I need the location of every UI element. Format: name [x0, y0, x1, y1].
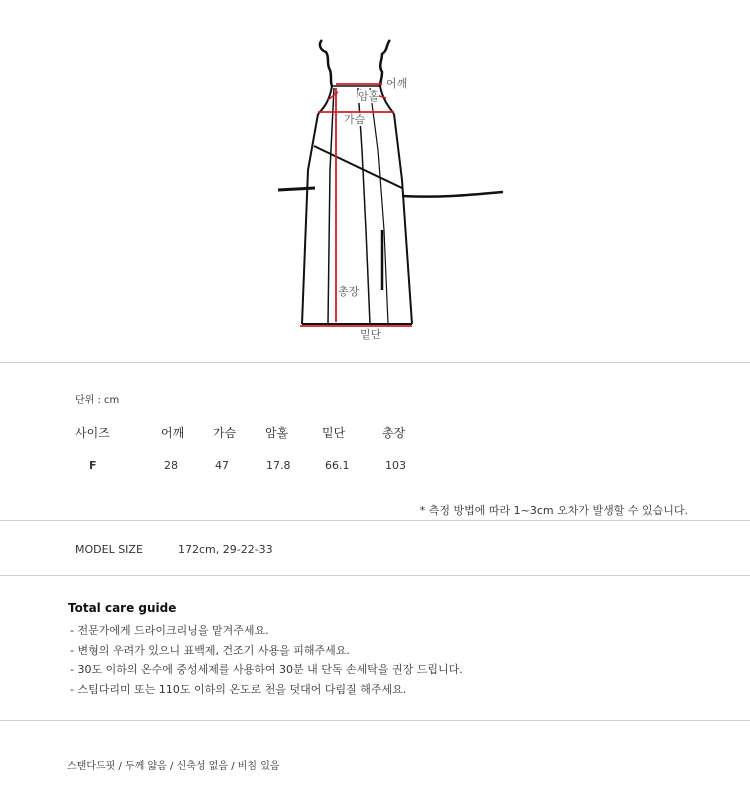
care-guide-list: [70, 621, 463, 699]
divider: [0, 575, 750, 576]
divider: [0, 520, 750, 521]
fit-attributes: 스탠다드핏 / 두께 얇음 / 신축성 없음 / 비침 있음: [67, 761, 280, 772]
model-size-value: 172cm, 29-22-33: [178, 543, 273, 556]
left-strap: [320, 40, 332, 86]
header-chest: 가슴: [213, 426, 237, 440]
cell-chest: 47: [215, 459, 229, 472]
armhole-label: 암홀: [358, 90, 380, 103]
unit-label: 단위 : cm: [75, 395, 120, 406]
header-hem: 밑단: [322, 426, 346, 440]
length-label: 총장: [338, 285, 360, 298]
header-shoulder: 어깨: [161, 426, 185, 440]
header-length: 총장: [382, 426, 406, 440]
cell-length: 103: [385, 459, 406, 472]
cell-armhole: 17.8: [266, 459, 291, 472]
list-item: - 전문가에게 드라이크리닝을 맡겨주세요.: [70, 624, 269, 637]
header-size: 사이즈: [75, 426, 110, 440]
header-armhole: 암홀: [265, 426, 289, 440]
divider: [0, 720, 750, 721]
measurement-note: * 측정 방법에 따라 1~3cm 오차가 발생할 수 있습니다.: [419, 504, 688, 517]
list-item: - 스팀다리미 또는 110도 이하의 온도로 천을 덧대어 다림질 해주세요.: [70, 682, 407, 696]
shoulder-label: 어깨: [386, 77, 408, 90]
list-item: - 30도 이하의 온수에 중성세제를 사용하여 30분 내 단독 손세탁을 권장 드립니다.: [70, 663, 463, 676]
cell-hem: 66.1: [325, 459, 350, 472]
model-size-label: MODEL SIZE: [75, 543, 143, 556]
measurement-diagram: [270, 30, 520, 350]
hem-label: 밑단: [360, 328, 382, 341]
divider: [0, 362, 750, 363]
cell-shoulder: 28: [164, 459, 178, 472]
cell-size: F: [89, 459, 97, 472]
list-item: - 변형의 우려가 있으니 표백제, 건조기 사용을 피해주세요.: [70, 643, 350, 657]
chest-label: 가슴: [344, 113, 366, 126]
care-guide-title: Total care guide: [68, 601, 177, 615]
